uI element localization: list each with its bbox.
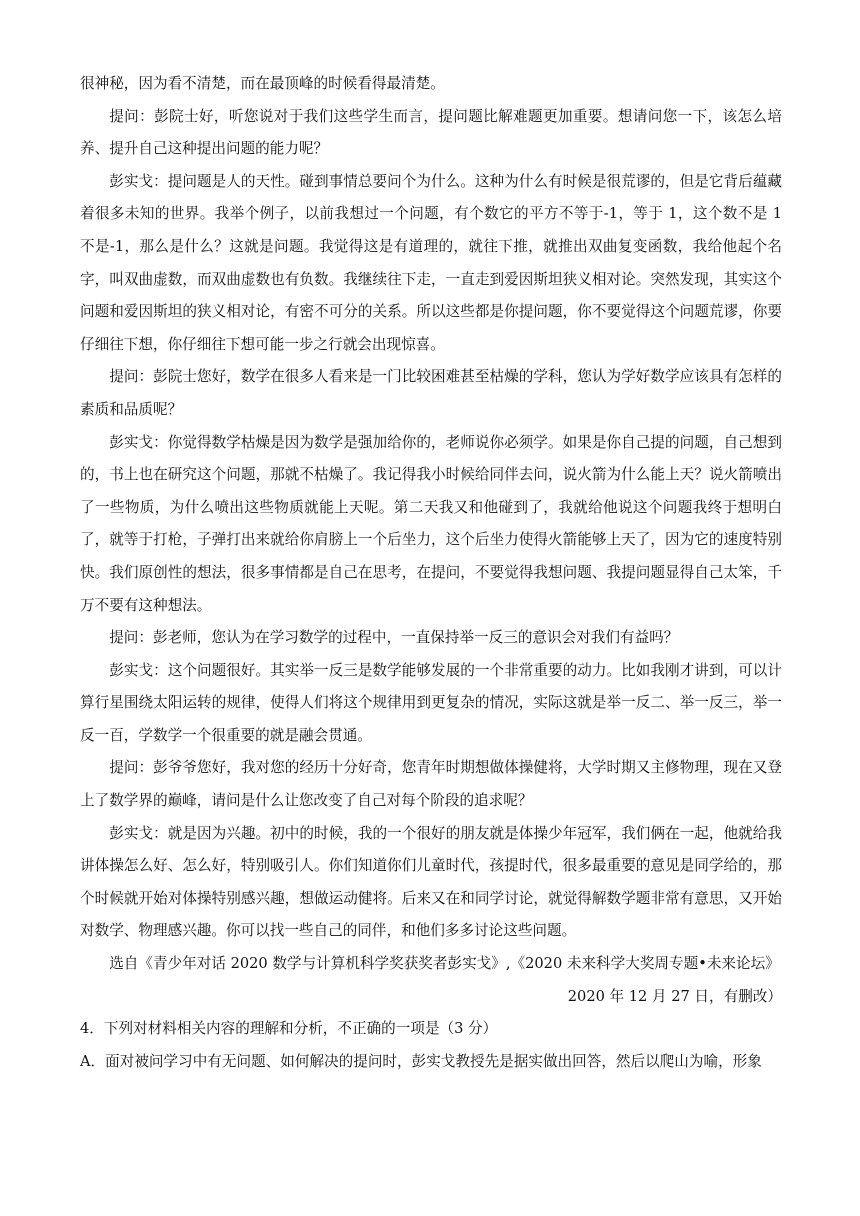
paragraph-answer-3: 彭实戈：这个问题很好。其实举一反三是数学能够发展的一个非常重要的动力。比如我刚才讲到，可以计算行星围绕太阳运转的规律，使得人们将这个规律用到更复杂的情况，实际这就是举一反二、举一反三，举一反一百，学数学一个很重要的就是融会贯通。	[80, 661, 782, 744]
paragraph-answer-1: 彭实戈：提问题是人的天性。碰到事情总要问个为什么。这种为什么有时候是很荒谬的，但是它背后蕴藏着很多未知的世界。我举个例子，以前我想过一个问题，有个数它的平方不等于-1，等于 1，这个数不是 1 不是-1，那么是什么？这就是问题。我觉得这是有道理的，就往下推，就推出双曲复变函数，我给他起个名字，叫双曲虚数，而双曲虚数也有负数。我继续往下走，一直走到爱因斯坦狭义相对论。突然发现，其实这个问题和爱因斯坦的狭义相对论，有密不可分的关系。所以这些都是你提问题，你不要觉得这个问题荒谬，你要仔细往下想，你仔细往下想可能一步之行就会出现惊喜。	[80, 172, 782, 353]
paragraph-answer-2: 彭实戈：你觉得数学枯燥是因为数学是强加给你的，老师说你必须学。如果是你自己提的问题，自己想到的，书上也在研究这个问题，那就不枯燥了。我记得我小时候给同伴去问，说火箭为什么能上天？说火箭喷出了一些物质，为什么喷出这些物质就能上天呢。第二天我又和他碰到了，我就给他说这个问题我终于想明白了，就等于打枪，子弹打出来就给你肩膀上一个后坐力，这个后坐力使得火箭能够上天了，因为它的速度特别快。我们原创性的想法，很多事情都是自己在思考，在提问，不要觉得我想问题、我提问题显得自己太笨，千万不要有这种想法。	[80, 433, 782, 614]
source-citation: 选自《青少年对话 2020 数学与计算机科学奖获奖者彭实戈》,《2020 未来科学大奖周专题•未来论坛》	[109, 955, 780, 973]
paragraph-answer-4: 彭实戈：就是因为兴趣。初中的时候，我的一个很好的朋友就是体操少年冠军，我们俩在一起，他就给我讲体操怎么好、怎么好，特别吸引人。你们知道你们儿童时代，孩提时代，很多最重要的意见是同学给的，那个时候就开始对体操特别感兴趣，想做运动健将。后来又在和同学讨论，就觉得解数学题非常有意思，又开始对数学、物理感兴趣。你可以找一些自己的同伴，和他们多多讨论这些问题。	[80, 824, 782, 940]
source-date: 2020 年 12 月 27 日，有删改）	[567, 987, 782, 1005]
paragraph-continuation: 很神秘，因为看不清楚，而在最顶峰的时候看得最清楚。	[80, 75, 445, 92]
paragraph-question-4: 提问：彭爷爷您好，我对您的经历十分好奇，您青年时期想做体操健将，大学时期又主修物理，现在又登上了数学界的巅峰，请问是什么让您改变了自己对每个阶段的追求呢？	[80, 759, 782, 810]
paragraph-question-2: 提问：彭院士您好，数学在很多人看来是一门比较困难甚至枯燥的学科，您认为学好数学应该具有怎样的素质和品质呢？	[80, 368, 782, 418]
paragraph-question-1: 提问：彭院士好，听您说对于我们这些学生而言，提问题比解难题更加重要。想请问您一下，该怎么培养、提升自己这种提出问题的能力呢？	[80, 107, 782, 158]
document-page	[80, 68, 782, 1078]
option-a: A．面对被问学习中有无问题、如何解决的提问时，彭实戈教授先是据实做出回答，然后以爬山为喻，形象	[80, 1052, 762, 1070]
paragraph-question-3: 提问：彭老师，您认为在学习数学的过程中，一直保持举一反三的意识会对我们有益吗？	[109, 629, 679, 647]
question-4-stem: 4．下列对材料相关内容的理解和分析，不正确的一项是（3 分）	[80, 1020, 498, 1038]
